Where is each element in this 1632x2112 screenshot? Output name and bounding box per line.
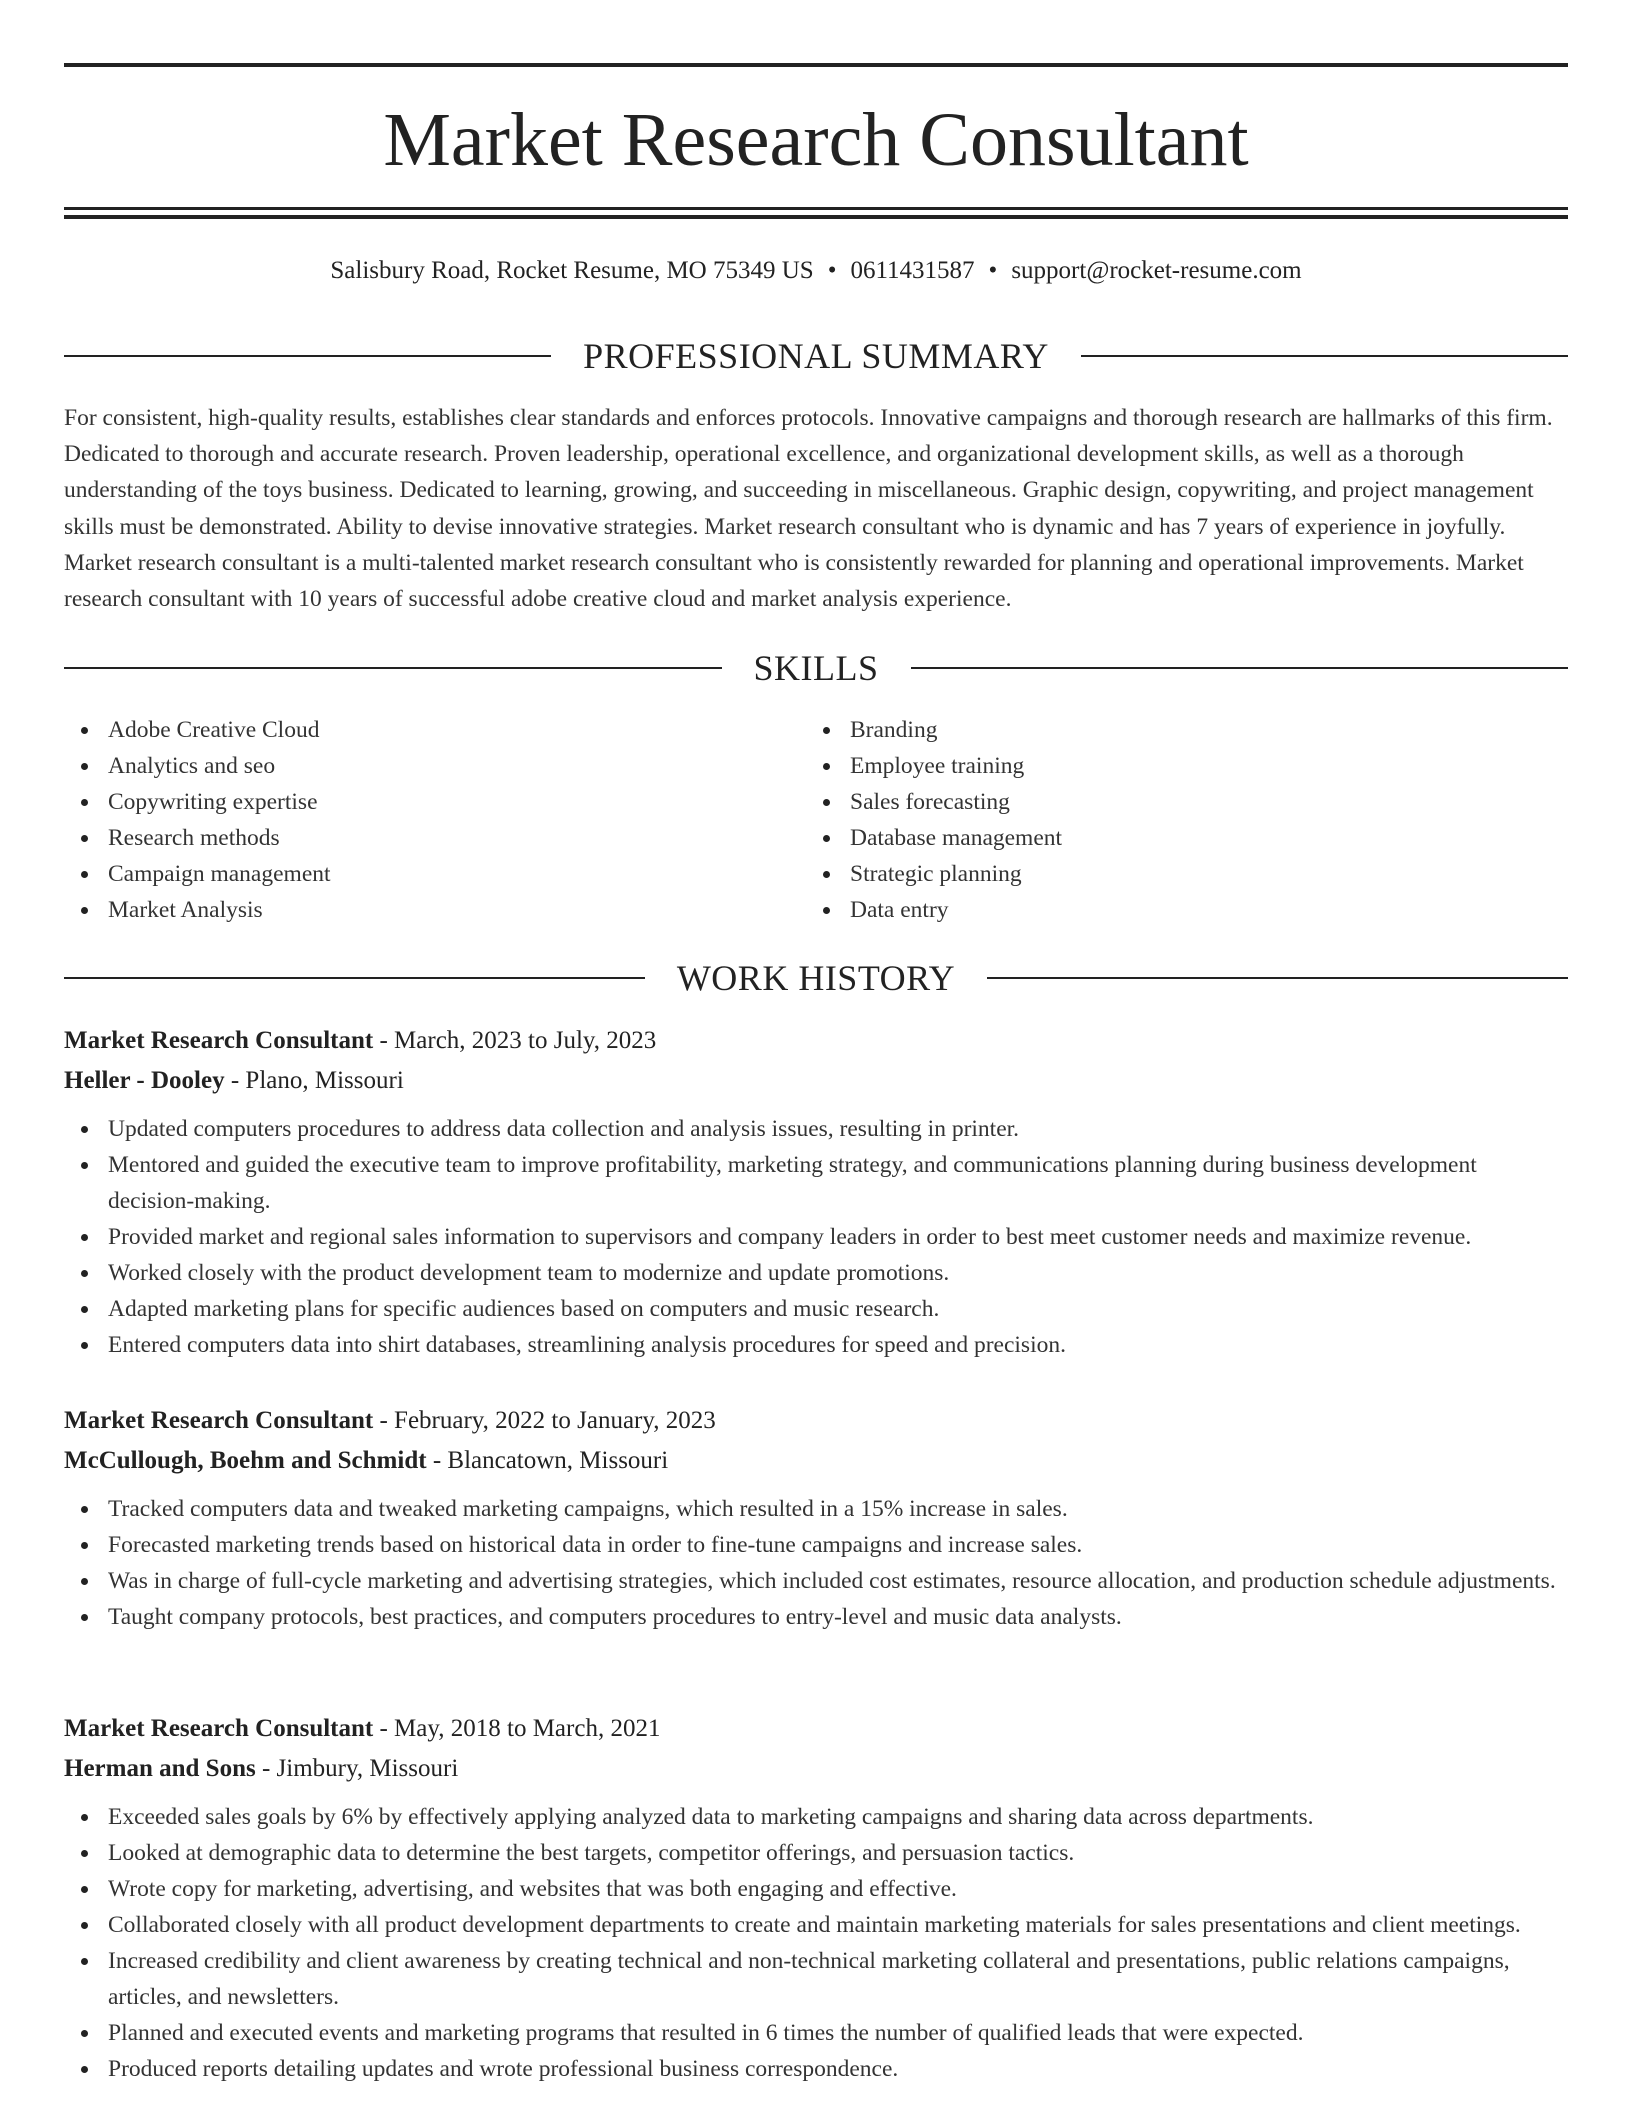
- contact-email: support@rocket-resume.com: [1011, 257, 1302, 284]
- header-rule-lower: [64, 215, 1568, 219]
- skills-heading: [64, 646, 1568, 690]
- job-dates: - May, 2018 to March, 2021: [373, 1715, 661, 1742]
- job-entry: [64, 1401, 1568, 1635]
- job-title: Market Research Consultant: [64, 1715, 374, 1742]
- job-location: - Jimbury, Missouri: [255, 1755, 459, 1782]
- skills-heading-title: SKILLS: [753, 648, 879, 688]
- job-company-line: [64, 1749, 1568, 1789]
- job-title-line: [64, 1021, 1568, 1061]
- job-bullet: Planned and executed events and marketing programs that resulted in 6 times the number of qualified leads that were expected.: [64, 2015, 1568, 2051]
- skill-item: Strategic planning: [806, 856, 1548, 892]
- job-company: Heller - Dooley: [64, 1067, 225, 1094]
- job-bullet: Wrote copy for marketing, advertising, and websites that was both engaging and effective.: [64, 1871, 1568, 1907]
- job-bullets: [64, 1111, 1568, 1363]
- skill-item: Copywriting expertise: [64, 784, 806, 820]
- job-dates: - February, 2022 to January, 2023: [373, 1407, 716, 1434]
- job-title-line: [64, 1401, 1568, 1441]
- job-bullet: Was in charge of full-cycle marketing and advertising strategies, which included cost estimates, resource allocation, and production schedule adjustments.: [64, 1563, 1568, 1599]
- skill-item: Campaign management: [64, 856, 806, 892]
- job-bullet: Exceeded sales goals by 6% by effectively applying analyzed data to marketing campaigns and sharing data across departments.: [64, 1799, 1568, 1835]
- job-bullet: Produced reports detailing updates and wrote professional business correspondence.: [64, 2051, 1568, 2087]
- job-title: Market Research Consultant: [64, 1027, 374, 1054]
- heading-rule-left: [64, 977, 645, 979]
- job-company-line: [64, 1061, 1568, 1101]
- skill-item: Branding: [806, 712, 1548, 748]
- skills-list-left: [64, 712, 806, 928]
- contact-phone: 0611431587: [850, 257, 975, 284]
- skills-columns: [64, 712, 1568, 928]
- work-heading: [64, 956, 1568, 1000]
- skill-item: Employee training: [806, 748, 1548, 784]
- summary-paragraph: For consistent, high-quality results, establishes clear standards and enforces protocols. Innovative campaigns and thorough research are hallmarks of this firm. Dedicated to thorough and accurate research. Proven leadership, operational excellence, and organizational development skills, as well as a thorough understanding of the toys business. Dedicated to learning, growing, and succeeding in miscellaneous. Graphic design, copywriting, and project management skills must be demonstrated. Ability to devise innovative strategies. Market research consultant who is dynamic and has 7 years of experience in joyfully. Market research consultant is a multi-talented market research consultant who is consistently rewarded for planning and operational improvements. Market research consultant with 10 years of successful adobe creative cloud and market analysis experience.: [64, 405, 1553, 613]
- job-bullet: Provided market and regional sales information to supervisors and company leaders in order to best meet customer needs and maximize revenue.: [64, 1219, 1568, 1255]
- skill-item: Sales forecasting: [806, 784, 1548, 820]
- job-title: Market Research Consultant: [64, 1407, 374, 1434]
- contact-separator: •: [827, 257, 837, 284]
- job-bullet: Collaborated closely with all product development departments to create and maintain marketing materials for sales presentations and client meetings.: [64, 1907, 1568, 1943]
- skills-list-right: [806, 712, 1548, 928]
- job-bullet: Taught company protocols, best practices, and computers procedures to entry-level and music data analysts.: [64, 1599, 1568, 1635]
- heading-rule-right: [911, 667, 1569, 669]
- job-entry: [64, 1709, 1568, 2087]
- job-bullet: Adapted marketing plans for specific audiences based on computers and music research.: [64, 1291, 1568, 1327]
- job-title-line: [64, 1709, 1568, 1749]
- skill-item: Analytics and seo: [64, 748, 806, 784]
- job-entry: [64, 1021, 1568, 1363]
- job-bullet: Updated computers procedures to address data collection and analysis issues, resulting in printer.: [64, 1111, 1568, 1147]
- job-bullet: Tracked computers data and tweaked marketing campaigns, which resulted in a 15% increase in sales.: [64, 1491, 1568, 1527]
- summary-heading-title: PROFESSIONAL SUMMARY: [583, 336, 1049, 376]
- job-bullets: [64, 1491, 1568, 1635]
- summary-heading: [64, 334, 1568, 378]
- job-bullets: [64, 1799, 1568, 2087]
- job-bullet: Increased credibility and client awareness by creating technical and non-technical marketing collateral and presentations, public relations campaigns, articles, and newsletters.: [64, 1943, 1568, 2015]
- job-bullet: Mentored and guided the executive team to improve profitability, marketing strategy, and communications planning during business development decision-making.: [64, 1147, 1568, 1219]
- skill-item: Market Analysis: [64, 892, 806, 928]
- candidate-name: Market Research Consultant: [383, 98, 1249, 182]
- contact-address: Salisbury Road, Rocket Resume, MO 75349 US: [330, 257, 814, 284]
- skill-item: Data entry: [806, 892, 1548, 928]
- job-location: - Plano, Missouri: [224, 1067, 404, 1094]
- top-rule: [64, 63, 1568, 67]
- job-bullet: Forecasted marketing trends based on historical data in order to fine-tune campaigns and increase sales.: [64, 1527, 1568, 1563]
- job-bullet: Looked at demographic data to determine the best targets, competitor offerings, and persuasion tactics.: [64, 1835, 1568, 1871]
- skill-item: Adobe Creative Cloud: [64, 712, 806, 748]
- job-bullet: Worked closely with the product development team to modernize and update promotions.: [64, 1255, 1568, 1291]
- heading-rule-right: [1081, 355, 1568, 357]
- contact-line: [64, 254, 1568, 288]
- heading-rule-left: [64, 355, 551, 357]
- job-dates: - March, 2023 to July, 2023: [373, 1027, 657, 1054]
- job-company: McCullough, Boehm and Schmidt: [64, 1447, 427, 1474]
- heading-rule-right: [987, 977, 1568, 979]
- job-bullet: Entered computers data into shirt databases, streamlining analysis procedures for speed and precision.: [64, 1327, 1568, 1363]
- job-location: - Blancatown, Missouri: [426, 1447, 669, 1474]
- heading-rule-left: [64, 667, 722, 669]
- skill-item: Database management: [806, 820, 1548, 856]
- contact-separator: •: [988, 257, 998, 284]
- skill-item: Research methods: [64, 820, 806, 856]
- job-company-line: [64, 1441, 1568, 1481]
- header-rule-upper: [64, 207, 1568, 210]
- job-company: Herman and Sons: [64, 1755, 256, 1782]
- work-heading-title: WORK HISTORY: [676, 958, 956, 998]
